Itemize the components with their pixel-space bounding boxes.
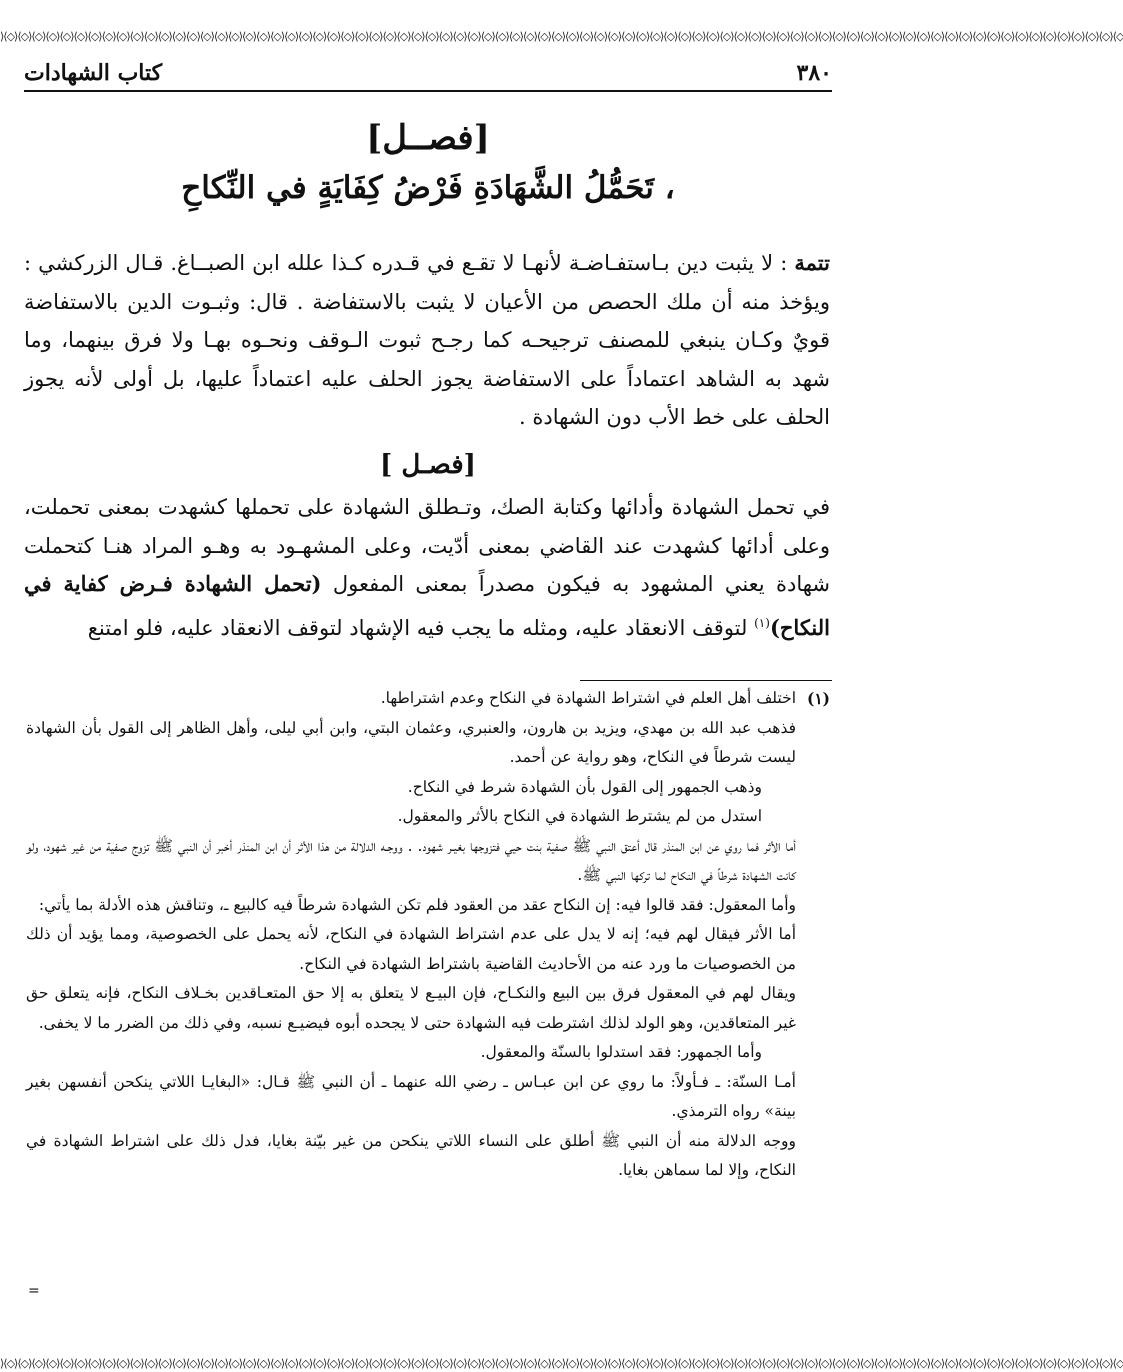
footnote-paragraph: فذهب عبد الله بن مهدي، ويزيد بن هارون، والعنبري، وعثمان البتي، وابن أبي ليلى، وأهل الظاهر إلى القول بأن الشهادة ليست شرطاً في النكاح، وهو رواية عن أحمد. — [26, 718, 796, 766]
footnote-paragraph: اختلف أهل العلم في اشتراط الشهادة في النكاح وعدم اشتراطها. — [380, 689, 796, 707]
tatimma-text: : لا يثبت دين بـاستفـاضـة لأنهـا لا تقـع في قـدره كـذا علله ابن الصبــاغ. قـال الزركشي : ويؤخذ منه أن ملك الحصص من الأعيان لا يثبت بالاستفاضة . قال: وثبـوت الدين بالاستفاضة قويٌ وكـان ينبغي للمصنف ترجيحـه كما رجـح ثبوت الـوقف ونحـوه بهـا ولا فرق بينهما، وما شهد به الشاهد اعتماداً على الاستفاضة يجوز الحلف عليه اعتماداً عليها، بل أولى لأنه يجوز الحلف على خط الأب دون الشهادة . — [24, 251, 830, 429]
tatimma-label: تتمة — [794, 250, 830, 275]
commentary-block-2 — [24, 488, 830, 647]
footnote-paragraph: وأما الجمهور: فقد استدلوا بالسنّة والمعقول. — [480, 1043, 762, 1061]
matn-heading: تَحَمُّلُ الشَّهَادَةِ فَرْضُ كِفَايَةٍ في النِّكاحِ ، — [181, 170, 675, 206]
footnote-text — [26, 684, 796, 1186]
bottom-ornamental-border: ⟩⟨◇⟩⟨◇⟩⟨◇⟩⟨◇⟩⟨◇⟩⟨◇⟩⟨◇⟩⟨◇⟩⟨◇⟩⟨◇⟩⟨◇⟩⟨◇⟩⟨◇⟩⟨◇⟩⟨◇⟩⟨◇⟩⟨◇⟩⟨◇⟩⟨◇⟩⟨◇⟩⟨◇⟩⟨◇⟩⟨◇⟩⟨◇⟩⟨◇⟩⟨◇⟩⟨◇⟩⟨◇⟩⟨◇⟩⟨◇⟩⟨◇⟩⟨◇⟩⟨◇⟩⟨◇⟩⟨◇⟩⟨◇⟩⟨◇⟩⟨◇⟩⟨◇⟩⟨◇⟩⟨◇⟩⟨◇⟩⟨◇⟩⟨◇⟩⟨◇⟩⟨◇⟩⟨◇⟩⟨◇⟩⟨◇⟩⟨◇⟩⟨◇⟩⟨◇⟩⟨◇⟩⟨◇⟩⟨◇⟩⟨◇⟩⟨◇⟩⟨◇⟩⟨◇⟩⟨◇⟩⟨◇⟩⟨◇⟩⟨◇⟩⟨◇⟩⟨◇⟩⟨◇⟩⟨◇⟩⟨◇⟩⟨◇⟩⟨◇⟩⟨◇⟩⟨◇⟩⟨◇⟩⟨◇⟩⟨◇⟩⟨◇⟩⟨◇⟩⟨◇⟩⟨◇⟩⟨◇ — [0, 1356, 1123, 1370]
commentary-block-1 — [24, 244, 830, 437]
page-number: ٣٨٠ — [796, 60, 832, 86]
commentary-text-before: في تحمل الشهادة وأدائها وكتابة الصك، وتـطلق الشهادة على تحملها كشهدت بمعنى تحملت، وعلى أدائها كشهدت عند القاضي بمعنى أدّيت، وعلى المشهـود به وهـو المراد هنـا كتحملت شهادة يعني المشهود به فيكون مصدراً بمعنى المفعول — [24, 495, 830, 596]
page-header — [24, 52, 832, 92]
section-heading-fasl: [فصــل] — [366, 118, 490, 158]
footnote-number: (١) — [806, 689, 830, 708]
footnote-paragraph: أما الأثر فما روي عن ابن المنذر قال أعتق النبي ﷺ صفية بنت حيي فتزوجها بغيـر شهود. . ووجـه الدلالة من هذا الأثر أن ابن المنذر أخبر أن النبي ﷺ تزوج صفية من غير شهود، ولو كانت الشهادة شرطاً في النكاح لما تركها النبي ﷺ. — [26, 836, 796, 884]
footnote-ref[interactable]: (١) — [754, 615, 770, 630]
top-ornamental-border: ⟩⟨◇⟩⟨◇⟩⟨◇⟩⟨◇⟩⟨◇⟩⟨◇⟩⟨◇⟩⟨◇⟩⟨◇⟩⟨◇⟩⟨◇⟩⟨◇⟩⟨◇⟩⟨◇⟩⟨◇⟩⟨◇⟩⟨◇⟩⟨◇⟩⟨◇⟩⟨◇⟩⟨◇⟩⟨◇⟩⟨◇⟩⟨◇⟩⟨◇⟩⟨◇⟩⟨◇⟩⟨◇⟩⟨◇⟩⟨◇⟩⟨◇⟩⟨◇⟩⟨◇⟩⟨◇⟩⟨◇⟩⟨◇⟩⟨◇⟩⟨◇⟩⟨◇⟩⟨◇⟩⟨◇⟩⟨◇⟩⟨◇⟩⟨◇⟩⟨◇⟩⟨◇⟩⟨◇⟩⟨◇⟩⟨◇⟩⟨◇⟩⟨◇⟩⟨◇⟩⟨◇⟩⟨◇⟩⟨◇⟩⟨◇⟩⟨◇⟩⟨◇⟩⟨◇⟩⟨◇⟩⟨◇⟩⟨◇⟩⟨◇⟩⟨◇⟩⟨◇⟩⟨◇⟩⟨◇⟩⟨◇⟩⟨◇⟩⟨◇⟩⟨◇⟩⟨◇⟩⟨◇⟩⟨◇⟩⟨◇⟩⟨◇⟩⟨◇⟩⟨◇⟩⟨◇⟩⟨◇ — [0, 29, 1123, 43]
matn-quote: (تحمل الشهادة فـرض كفاية في النكاح) — [24, 571, 830, 640]
commentary-text-after: لتوقف الانعقاد عليه، ومثله ما يجب فيه الإشهاد لتوقف الانعقاد عليه، فلو امتنع — [87, 615, 748, 640]
footnote-paragraph: أما الأثر فيقال لهم فيه؛ إنه لا يدل على عدم اشتراط الشهادة في النكاح، لأنه يحمل على الخصوصية، ومما يؤيد أن ذلك من الخصوصيات ما ورد عنه من الأحاديث القاضية باشتراط الشهادة في النكاح. — [26, 925, 796, 973]
footnotes — [26, 684, 830, 1186]
footnote-paragraph: أمـا السنّة: ـ فـأولاً: ما روي عن ابن عبـاس ـ رضي الله عنهما ـ أن النبي ﷺ قـال: «البغايـا اللاتي ينكحن أنفسهن بغير بينة» رواه الترمذي. — [26, 1072, 796, 1120]
footnote-paragraph: وأما المعقول: فقد قالوا فيه: إن النكاح عقد من العقود فلم تكن الشهادة شرطاً فيه كالبيع ـ، وتناقش هذه الأدلة بما يأتي: — [38, 895, 796, 914]
book-title: كتاب الشهادات — [24, 60, 163, 86]
margin-mark: = — [28, 1283, 40, 1299]
footnote-separator — [580, 680, 832, 681]
section-heading-fasl-2: [ فصـل] — [380, 450, 476, 480]
footnote-item — [26, 684, 830, 1186]
footnote-paragraph: وذهب الجمهور إلى القول بأن الشهادة شرط في النكاح. — [407, 777, 762, 796]
footnote-paragraph: ويقال لهم في المعقول فرق بين البيع والنكـاح، فإن البيـع لا يتعلق به إلا حق المتعـاقدين بخـلاف النكاح، فإنه يتعلق حق غير المتعاقدين، وهو الولد لذلك اشترطت فيه الشهادة حتى لا يجحده أبوه فيضيـع نسبه، وفي ذلك من الضرر ما لا يخفى. — [26, 984, 796, 1032]
footnote-paragraph: استدل من لم يشترط الشهادة في النكاح بالأثر والمعقول. — [397, 807, 762, 825]
footnote-paragraph: ووجه الدلالة منه أن النبي ﷺ أطلق على النساء اللاتي ينكحن من غير بيّنة بغايا، فدل ذلك على اشتراط الشهادة في النكاح، وإلا لما سماهن بغايا. — [26, 1131, 796, 1179]
